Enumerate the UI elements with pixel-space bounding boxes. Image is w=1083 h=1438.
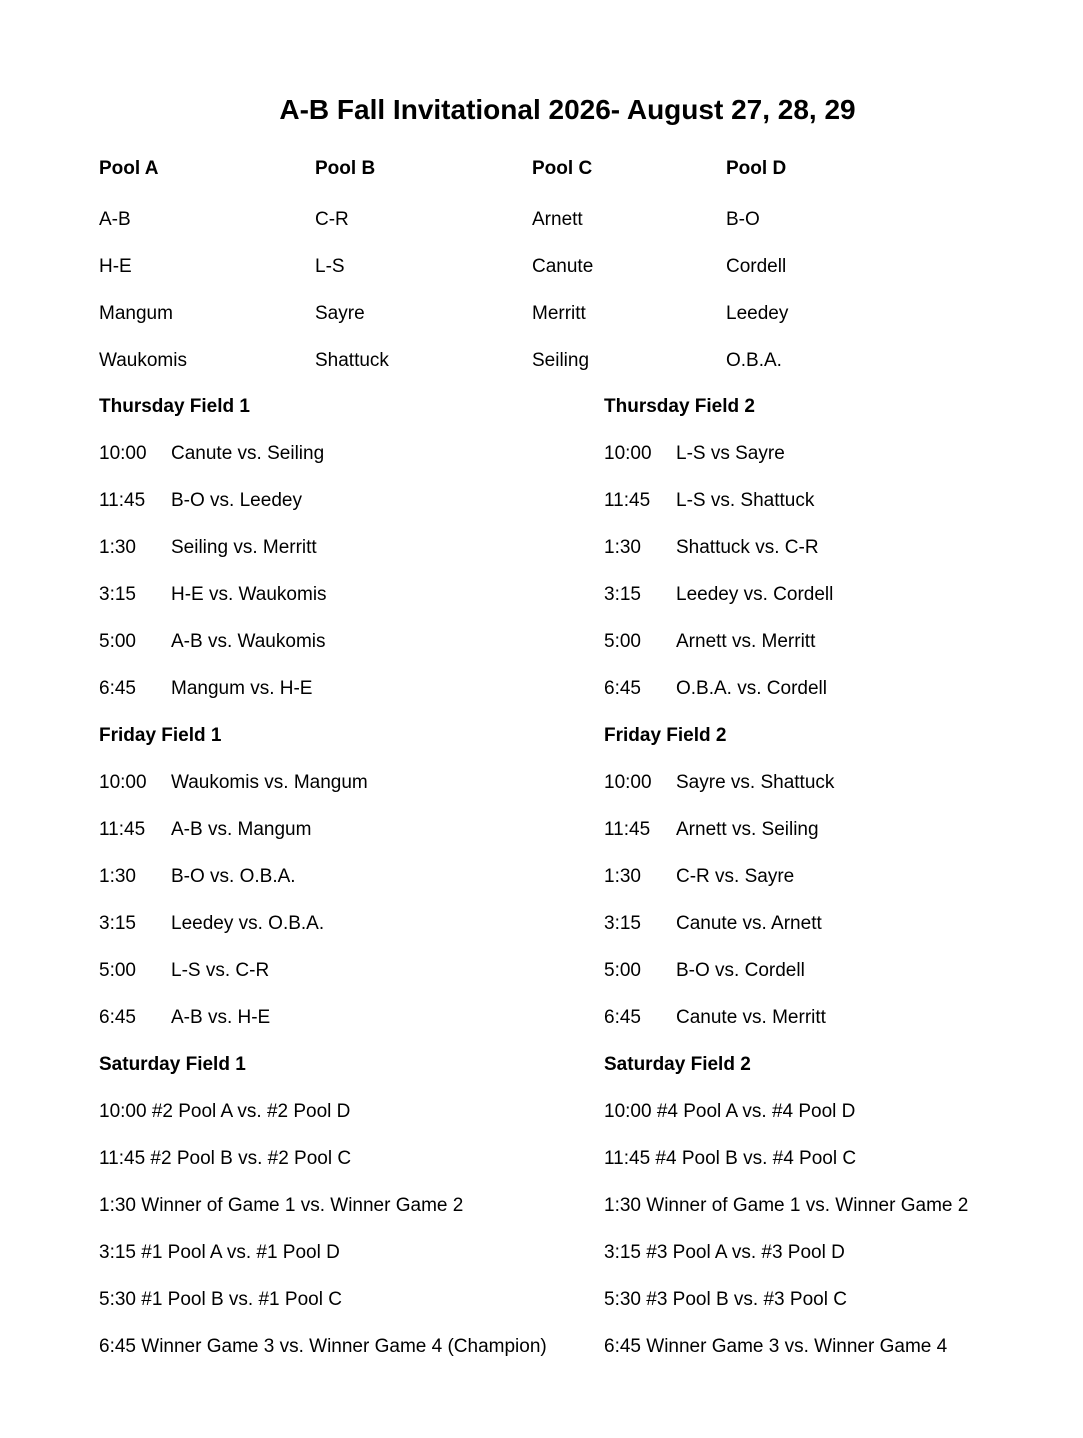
- game-time: 1:30: [604, 866, 641, 887]
- game-time: 6:45: [99, 1007, 136, 1028]
- game-time: 11:45: [99, 819, 146, 840]
- game-matchup: Arnett vs. Merritt: [676, 631, 816, 652]
- game-matchup: A-B vs. H-E: [171, 1007, 271, 1028]
- game-row: [99, 629, 327, 655]
- friday-field-1-schedule: [99, 723, 368, 1031]
- game-matchup: L-S vs. Shattuck: [676, 490, 815, 511]
- pool-team: Sayre: [315, 303, 365, 324]
- game-matchup: Seiling vs. Merritt: [171, 537, 317, 558]
- game-row: 10:00 #2 Pool A vs. #2 Pool D: [99, 1101, 351, 1122]
- pool-team: A-B: [99, 209, 131, 230]
- game-matchup: B-O vs. Leedey: [171, 490, 302, 511]
- pool-team: Waukomis: [99, 350, 187, 371]
- game-row: [604, 911, 834, 937]
- game-matchup: Leedey vs. O.B.A.: [171, 913, 325, 934]
- game-time: 3:15: [604, 913, 641, 934]
- game-matchup: O.B.A. vs. Cordell: [676, 678, 827, 699]
- game-row: [604, 817, 834, 843]
- game-matchup: H-E vs. Waukomis: [171, 584, 327, 605]
- game-row: [604, 582, 833, 608]
- pool-team: Seiling: [532, 350, 590, 371]
- section-heading: Friday Field 2: [604, 725, 727, 746]
- game-time: 3:15: [99, 913, 136, 934]
- game-matchup: Canute vs. Merritt: [676, 1007, 826, 1028]
- game-row: [604, 1005, 834, 1031]
- game-row: 3:15 #1 Pool A vs. #1 Pool D: [99, 1242, 340, 1263]
- game-row: [99, 864, 368, 890]
- thursday-field-2-schedule: [604, 394, 833, 702]
- pool-team: H-E: [99, 256, 132, 277]
- game-time: 5:00: [604, 631, 641, 652]
- pool-b-column: [315, 156, 389, 374]
- game-matchup: Leedey vs. Cordell: [676, 584, 834, 605]
- game-time: 6:45: [604, 678, 641, 699]
- game-row: [99, 958, 368, 984]
- friday-field-2-schedule: [604, 723, 834, 1031]
- game-matchup: B-O vs. Cordell: [676, 960, 805, 981]
- game-matchup: C-R vs. Sayre: [676, 866, 795, 887]
- pool-team: Shattuck: [315, 350, 389, 371]
- pool-team: Arnett: [532, 209, 583, 230]
- game-row: [99, 582, 327, 608]
- section-heading: Saturday Field 2: [604, 1054, 751, 1075]
- game-matchup: L-S vs Sayre: [676, 443, 785, 464]
- game-time: 11:45: [99, 490, 146, 511]
- pool-team: Canute: [532, 256, 594, 277]
- thursday-field-1-schedule: [99, 394, 327, 702]
- game-row: [99, 911, 368, 937]
- pool-team: B-O: [726, 209, 760, 230]
- game-time: 6:45: [99, 678, 136, 699]
- pool-c-column: [532, 156, 593, 374]
- game-row: [99, 817, 368, 843]
- game-matchup: Arnett vs. Seiling: [676, 819, 819, 840]
- game-row: 11:45 #2 Pool B vs. #2 Pool C: [99, 1148, 352, 1169]
- game-time: 10:00: [99, 443, 147, 464]
- game-matchup: Shattuck vs. C-R: [676, 537, 819, 558]
- game-row: 1:30 Winner of Game 1 vs. Winner Game 2: [604, 1195, 969, 1216]
- game-matchup: A-B vs. Mangum: [171, 819, 312, 840]
- game-time: 6:45: [604, 1007, 641, 1028]
- game-row: [99, 770, 368, 796]
- saturday-field-1-schedule: [99, 1052, 547, 1360]
- game-row: 6:45 Winner Game 3 vs. Winner Game 4: [604, 1336, 948, 1357]
- pool-d-column: [726, 156, 788, 374]
- pool-a-column: [99, 156, 187, 374]
- pool-heading: Pool C: [532, 158, 593, 179]
- game-time: 1:30: [99, 866, 136, 887]
- game-row: [604, 864, 834, 890]
- game-matchup: Canute vs. Seiling: [171, 443, 325, 464]
- section-heading: Friday Field 1: [99, 725, 222, 746]
- pool-team: Cordell: [726, 256, 787, 277]
- section-heading: Thursday Field 2: [604, 396, 755, 417]
- game-row: [99, 535, 327, 561]
- pool-team: C-R: [315, 209, 349, 230]
- game-time: 11:45: [604, 490, 651, 511]
- game-time: 10:00: [604, 772, 652, 793]
- section-heading: Thursday Field 1: [99, 396, 250, 417]
- game-time: 1:30: [99, 537, 136, 558]
- game-time: 5:00: [99, 631, 136, 652]
- pool-team: Leedey: [726, 303, 789, 324]
- game-time: 10:00: [99, 772, 147, 793]
- pool-team: Merritt: [532, 303, 586, 324]
- game-row: 10:00 #4 Pool A vs. #4 Pool D: [604, 1101, 856, 1122]
- game-time: 5:00: [99, 960, 136, 981]
- game-row: 6:45 Winner Game 3 vs. Winner Game 4 (Champion): [99, 1336, 547, 1357]
- game-time: 1:30: [604, 537, 641, 558]
- game-time: 10:00: [604, 443, 652, 464]
- game-row: [604, 441, 833, 467]
- game-row: [99, 441, 327, 467]
- game-matchup: L-S vs. C-R: [171, 960, 270, 981]
- game-time: 3:15: [99, 584, 136, 605]
- game-row: 5:30 #1 Pool B vs. #1 Pool C: [99, 1289, 342, 1310]
- game-row: [99, 1005, 368, 1031]
- pool-team: Mangum: [99, 303, 173, 324]
- game-row: [604, 958, 834, 984]
- section-heading: Saturday Field 1: [99, 1054, 246, 1075]
- game-matchup: Canute vs. Arnett: [676, 913, 822, 934]
- game-row: [604, 676, 833, 702]
- game-row: [604, 488, 833, 514]
- game-matchup: B-O vs. O.B.A.: [171, 866, 296, 887]
- game-row: [604, 535, 833, 561]
- game-matchup: Waukomis vs. Mangum: [171, 772, 368, 793]
- game-time: 3:15: [604, 584, 641, 605]
- pool-team: L-S: [315, 256, 345, 277]
- saturday-field-2-schedule: [604, 1052, 968, 1360]
- document-title: A-B Fall Invitational 2026- August 27, 28, 29: [279, 94, 856, 125]
- pool-heading: Pool B: [315, 158, 376, 179]
- game-row: [99, 488, 327, 514]
- game-time: 11:45: [604, 819, 651, 840]
- game-row: 3:15 #3 Pool A vs. #3 Pool D: [604, 1242, 845, 1263]
- pool-team: O.B.A.: [726, 350, 782, 371]
- game-row: 11:45 #4 Pool B vs. #4 Pool C: [604, 1148, 857, 1169]
- game-row: 5:30 #3 Pool B vs. #3 Pool C: [604, 1289, 847, 1310]
- game-time: 5:00: [604, 960, 641, 981]
- game-matchup: A-B vs. Waukomis: [171, 631, 326, 652]
- game-row: [604, 770, 834, 796]
- game-row: 1:30 Winner of Game 1 vs. Winner Game 2: [99, 1195, 464, 1216]
- pool-heading: Pool A: [99, 158, 159, 179]
- game-row: [604, 629, 833, 655]
- game-matchup: Sayre vs. Shattuck: [676, 772, 835, 793]
- game-row: [99, 676, 327, 702]
- game-matchup: Mangum vs. H-E: [171, 678, 313, 699]
- pool-heading: Pool D: [726, 158, 787, 179]
